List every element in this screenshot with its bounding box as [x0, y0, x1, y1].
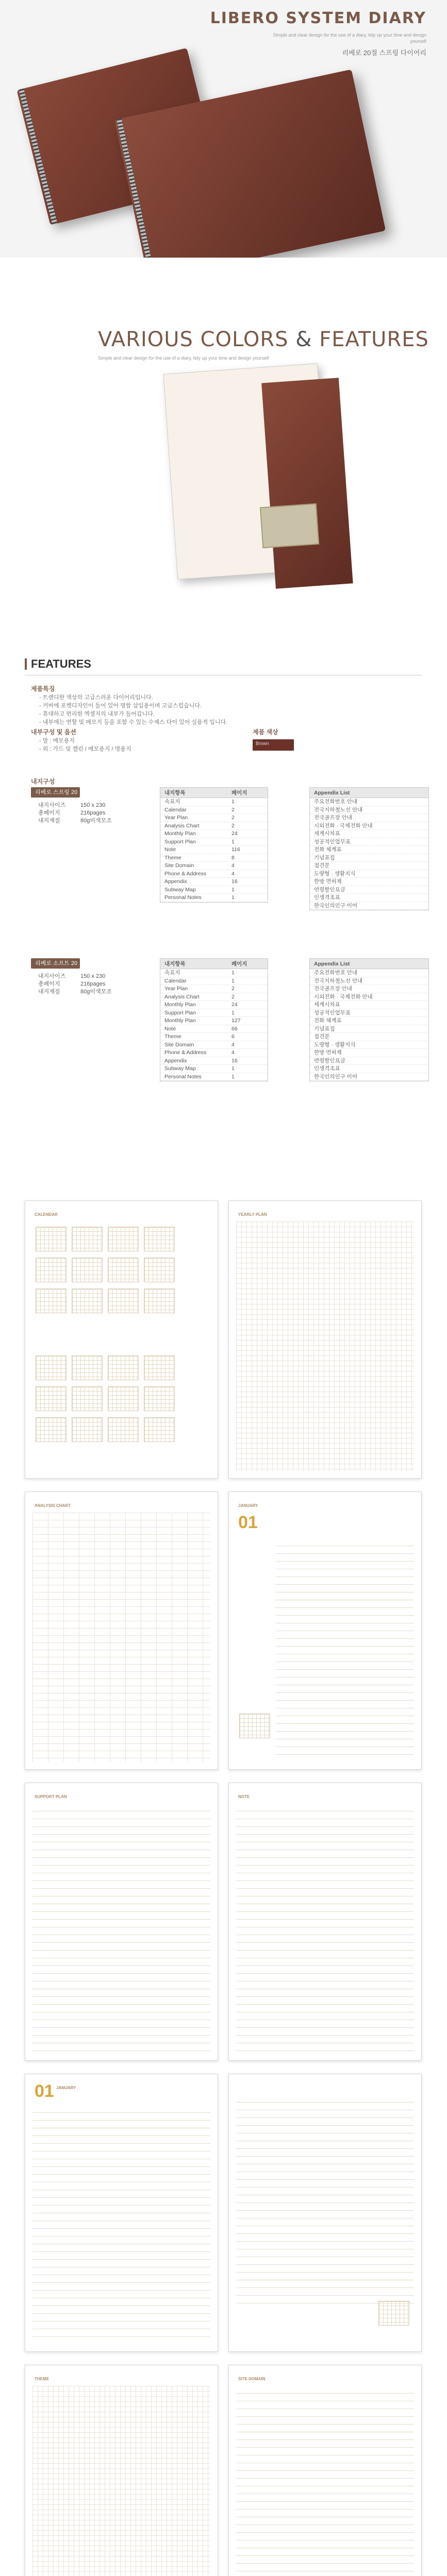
- spec-value: 216pages: [80, 810, 106, 816]
- table-row: [160, 830, 268, 838]
- month-number: 01: [238, 1513, 258, 1532]
- table-row: [160, 862, 268, 870]
- calendar-month: [72, 1417, 103, 1442]
- calendar-month: [36, 1258, 67, 1282]
- page-title: ANALYSIS CHART: [35, 1503, 71, 1508]
- appendix-item: 한방 면허제: [310, 878, 428, 886]
- table-row: [160, 1049, 268, 1057]
- appendix-item: 전국지하철노선 안내: [310, 806, 428, 815]
- page-title: JANUARY: [238, 1503, 258, 1508]
- appendix-item: 성공적인업무표: [310, 1009, 428, 1018]
- item-pages: 4: [231, 1041, 235, 1048]
- item-pages: 16: [231, 1057, 238, 1064]
- features-heading-text: FEATURES: [31, 657, 91, 670]
- page-title: JANUARY: [56, 2086, 76, 2090]
- option-item: - 말 : 메모용지: [39, 738, 75, 744]
- table-row: [160, 1073, 268, 1081]
- item-pages: 66: [231, 1025, 238, 1032]
- appendix-item: 인생격조표: [310, 894, 428, 902]
- calendar-month: [72, 1227, 103, 1251]
- page-title: NOTE: [238, 1794, 250, 1799]
- item-pages: 2: [231, 993, 235, 1000]
- appendix-item: 세계시차표: [310, 830, 428, 838]
- item-pages: 1: [231, 1073, 235, 1080]
- table-row: [160, 1009, 268, 1018]
- item-name: Phone & Address: [164, 1049, 207, 1056]
- table-row: [160, 894, 268, 902]
- appendix-item: 주요전화번호 안내: [310, 969, 428, 977]
- item-name: Appendix: [164, 1057, 187, 1064]
- features-heading: [25, 657, 91, 671]
- table-row: [160, 870, 268, 878]
- month-number: 01: [35, 2081, 54, 2101]
- appendix-item: 한국인의인구 이어: [310, 1073, 428, 1081]
- header-cell: 내지항목: [164, 961, 186, 967]
- calendar-month: [108, 1289, 139, 1313]
- appendix-list-a: [309, 787, 429, 910]
- item-name: Note: [164, 846, 176, 853]
- page-title: YEARLY PLAN: [238, 1212, 267, 1217]
- header-cell: 페이지: [231, 790, 247, 796]
- item-pages: 1: [231, 1065, 235, 1072]
- appendix-item: 접견문: [310, 862, 428, 870]
- item-name: Theme: [164, 854, 181, 861]
- spec-key: 내지재질: [38, 989, 60, 995]
- appendix-item: 시외전화 · 국제전화 안내: [310, 993, 428, 1002]
- calendar-month: [72, 1289, 103, 1313]
- title-part-b: FEATURES: [319, 328, 429, 351]
- item-pages: 2: [231, 822, 235, 829]
- table-row: [160, 814, 268, 822]
- header-cell: 페이지: [231, 961, 247, 967]
- table-row: [160, 1025, 268, 1033]
- item-pages: 2: [231, 806, 235, 813]
- preview-analysis-chart: [25, 1492, 218, 1770]
- preview-calendar: [25, 1200, 218, 1479]
- theme-grid: [32, 2386, 210, 2576]
- table-row: [160, 1017, 268, 1025]
- calendar-month: [108, 1258, 139, 1282]
- item-pages: 6: [231, 1033, 235, 1040]
- item-pages: 1: [231, 838, 235, 845]
- spec-value: 80g미색모조: [80, 818, 112, 824]
- appendix-item: 한방 면허제: [310, 1049, 428, 1057]
- page-title: CALENDAR: [35, 1212, 58, 1217]
- color-swatch-brown: Brown: [253, 739, 294, 751]
- calendar-month: [144, 1258, 175, 1282]
- calendar-month: [108, 1227, 139, 1251]
- appendix-list-b: [309, 958, 429, 1081]
- contents-table-a: [160, 787, 268, 903]
- table-row: [160, 798, 268, 806]
- appendix-item: 주요전화번호 안내: [310, 798, 428, 806]
- daily-lines: [32, 2105, 210, 2344]
- open-diary-photo: [163, 363, 332, 580]
- color-block: [253, 727, 345, 751]
- spec-b-tag: 리베로 소프트 20절: [31, 958, 80, 969]
- item-name: Year Plan: [164, 986, 188, 992]
- appendix-item: 전국골프장 안내: [310, 985, 428, 993]
- table-header: [160, 788, 268, 798]
- item-name: Theme: [164, 1033, 181, 1040]
- item-name: Phone & Address: [164, 870, 207, 877]
- spec-row: [38, 973, 112, 980]
- spec-value: 150 x 230: [80, 802, 106, 808]
- appendix-item: 기념표집: [310, 854, 428, 862]
- appendix-item: 전국골프장 안내: [310, 814, 428, 822]
- feature-item: - 트렌디한 색상의 고급스러운 다이어리입니다.: [39, 694, 153, 701]
- spec-key: 내지재질: [38, 818, 60, 824]
- preview-monthly: [228, 1492, 422, 1770]
- calendar-month: [144, 1386, 175, 1411]
- item-pages: 1: [231, 894, 235, 901]
- spec-key: 총페이지: [38, 810, 60, 816]
- appendix-item: 전화 체계표: [310, 1017, 428, 1025]
- item-name: Support Plan: [164, 1009, 196, 1016]
- item-pages: 1: [231, 1009, 235, 1016]
- preview-note: [228, 1783, 422, 2061]
- spec-value: 150 x 230: [80, 973, 106, 979]
- calendar-month: [72, 1355, 103, 1380]
- item-pages: 1: [231, 977, 235, 984]
- spec-row: [38, 980, 112, 988]
- spec-row: [38, 817, 112, 825]
- item-name: Personal Notes: [164, 894, 202, 901]
- preview-daily: [25, 2074, 218, 2352]
- page-title: SITE DOMAIN: [238, 2377, 266, 2381]
- options-label: 내부구성 및 옵션: [31, 728, 76, 736]
- hero-title: LIBERO SYSTEM DIARY: [210, 9, 426, 27]
- table-row: [160, 993, 268, 1002]
- calendar-month: [36, 1227, 67, 1251]
- item-pages: 8: [231, 854, 235, 861]
- calendar-month: [72, 1258, 103, 1282]
- spec-key: 내지사이즈: [38, 802, 66, 808]
- feature-item: - 내부에는 연할 및 메모지 등을 포함 수 있는 수제스 다이 있어 실용적 입니다.: [39, 719, 228, 725]
- spec-row: [38, 802, 112, 809]
- item-name: Year Plan: [164, 815, 188, 821]
- spec-value: 80g미색모조: [80, 989, 112, 995]
- preview-site-domain: [228, 2365, 422, 2576]
- table-row: [160, 854, 268, 862]
- hero-subtitle: Simple and clear design for the use of a diary, tidy up your time and design yourself: [273, 32, 426, 44]
- item-name: Personal Notes: [164, 1073, 202, 1080]
- calendar-month: [36, 1417, 67, 1442]
- appendix-item: 연령할인요금: [310, 886, 428, 894]
- table-row: [160, 1033, 268, 1041]
- appendix-item: 인생격조표: [310, 1065, 428, 1073]
- item-pages: 1: [231, 970, 235, 976]
- table-row: [160, 1057, 268, 1065]
- header-cell: 내지항목: [164, 790, 186, 796]
- item-name: Note: [164, 1025, 176, 1032]
- appendix-item: 성공적인업무표: [310, 838, 428, 846]
- appendix-item: 전국지하철노선 안내: [310, 977, 428, 986]
- item-name: 속표지: [164, 799, 180, 805]
- preview-yearly-plan: [228, 1200, 422, 1479]
- table-row: [160, 822, 268, 831]
- table-row: [160, 846, 268, 854]
- item-name: Site Domain: [164, 1041, 194, 1048]
- spec-row: [38, 809, 112, 817]
- options-list: [39, 737, 235, 753]
- spec-row: [38, 988, 112, 996]
- appendix-item: 시외전화 · 국제전화 안내: [310, 822, 428, 831]
- title-amp: &: [288, 328, 320, 351]
- feature-item: - 커버에 포켓디자인이 들어 있어 명함 삽입용이며 고급스럽습니다.: [39, 703, 202, 709]
- option-item: - 외 : 가드 및 캘린 / 메모용지 / 명용지: [39, 746, 131, 752]
- table-row: [160, 1041, 268, 1049]
- appendix-item: 연령할인요금: [310, 1057, 428, 1065]
- analysis-chart-grid: [32, 1513, 210, 1762]
- item-pages: 1: [231, 886, 235, 893]
- spec-key: 총페이지: [38, 981, 60, 987]
- colors-features-subtitle: Simple and clear design for the use of a diary, tidy up your time and design yourself: [98, 355, 269, 361]
- calendar-month: [144, 1355, 175, 1380]
- color-label: 제품 색상: [253, 728, 278, 736]
- item-name: Subway Map: [164, 886, 196, 893]
- item-name: Calendar: [164, 806, 187, 813]
- main-features-label: 제품특징: [31, 685, 55, 692]
- page-title: THEME: [35, 2377, 49, 2381]
- monthly-lines: [275, 1538, 414, 1762]
- mini-calendar: [378, 2301, 409, 2326]
- calendar-month: [36, 1386, 67, 1411]
- table-row: [160, 1001, 268, 1009]
- item-pages: 1: [231, 799, 235, 805]
- item-name: Support Plan: [164, 838, 196, 845]
- appendix-item: 세계시차표: [310, 1001, 428, 1009]
- main-features-list: [39, 693, 400, 726]
- spec-label: 내지구성: [31, 778, 55, 785]
- item-name: Analysis Chart: [164, 993, 200, 1000]
- item-name: Appendix: [164, 878, 187, 885]
- item-pages: 4: [231, 1049, 235, 1056]
- preview-theme: [228, 2074, 422, 2352]
- heading-bar: [25, 658, 27, 670]
- item-pages: 16: [231, 878, 238, 885]
- yearly-plan-grid: [236, 1222, 414, 1471]
- page-title: SUPPORT PLAN: [35, 1794, 67, 1799]
- site-domain-lines: [236, 2386, 414, 2576]
- mini-calendar: [239, 1714, 270, 1738]
- appendix-item: 도량형 · 생활지식: [310, 1041, 428, 1049]
- spec-b-rows: [38, 973, 112, 996]
- item-pages: 24: [231, 831, 238, 837]
- calendar-month: [144, 1289, 175, 1313]
- appendix-item: 도량형 · 생활지식: [310, 870, 428, 878]
- spec-key: 내지사이즈: [38, 973, 66, 979]
- calendar-month: [72, 1386, 103, 1411]
- spring-binding: [19, 89, 57, 225]
- item-pages: 2: [231, 815, 235, 821]
- item-name: Monthly Plan: [164, 1002, 196, 1008]
- theme-lines: [236, 2095, 414, 2305]
- appendix-item: 접견문: [310, 1033, 428, 1041]
- spec-a-tag: 리베로 스프링 20절: [31, 787, 80, 798]
- diary-cover: [261, 378, 353, 588]
- card-pocket: [260, 503, 319, 548]
- appendix-header: Appendix List: [310, 788, 428, 798]
- spec-value: 216pages: [80, 981, 106, 987]
- table-header: [160, 959, 268, 969]
- item-pages: 4: [231, 870, 235, 877]
- table-row: [160, 838, 268, 846]
- item-pages: 127: [231, 1018, 241, 1024]
- calendar-month: [36, 1289, 67, 1313]
- spec-a-rows: [38, 802, 112, 825]
- item-name: Monthly Plan: [164, 831, 196, 837]
- item-name: Analysis Chart: [164, 822, 200, 829]
- item-pages: 24: [231, 1002, 238, 1008]
- table-row: [160, 985, 268, 993]
- appendix-item: 기념표집: [310, 1025, 428, 1033]
- hero-tag: 리베로 20절 스프링 다이어리: [342, 49, 426, 57]
- item-pages: 116: [231, 846, 240, 853]
- support-plan-lines: [32, 1804, 210, 2053]
- item-name: Calendar: [164, 977, 187, 984]
- colors-features-title: [98, 328, 429, 351]
- appendix-header: Appendix List: [310, 959, 428, 969]
- table-row: [160, 886, 268, 894]
- calendar-month: [36, 1355, 67, 1380]
- item-pages: 4: [231, 862, 235, 869]
- title-part-a: VARIOUS COLORS: [98, 328, 289, 351]
- table-row: [160, 806, 268, 815]
- appendix-item: 전화 체계표: [310, 846, 428, 854]
- preview-theme-grid: [25, 2365, 218, 2576]
- table-row: [160, 969, 268, 977]
- table-row: [160, 977, 268, 986]
- item-name: Monthly Plan: [164, 1018, 196, 1024]
- contents-table-b: [160, 958, 268, 1081]
- table-row: [160, 1065, 268, 1073]
- item-name: Subway Map: [164, 1065, 196, 1072]
- calendar-month: [144, 1417, 175, 1442]
- note-lines: [236, 1804, 414, 2053]
- item-pages: 2: [231, 986, 235, 992]
- calendar-month: [108, 1355, 139, 1380]
- preview-support-plan: [25, 1783, 218, 2061]
- item-name: 속표지: [164, 970, 180, 976]
- hero-banner: [0, 0, 447, 258]
- item-name: Site Domain: [164, 862, 194, 869]
- feature-item: - 휴대하고 편리한 엑셀지의 내부가 들어갑니다.: [39, 711, 155, 717]
- calendar-month: [108, 1386, 139, 1411]
- calendar-month: [108, 1417, 139, 1442]
- table-row: [160, 878, 268, 886]
- appendix-item: 한국인의인구 이어: [310, 902, 428, 910]
- calendar-month: [144, 1227, 175, 1251]
